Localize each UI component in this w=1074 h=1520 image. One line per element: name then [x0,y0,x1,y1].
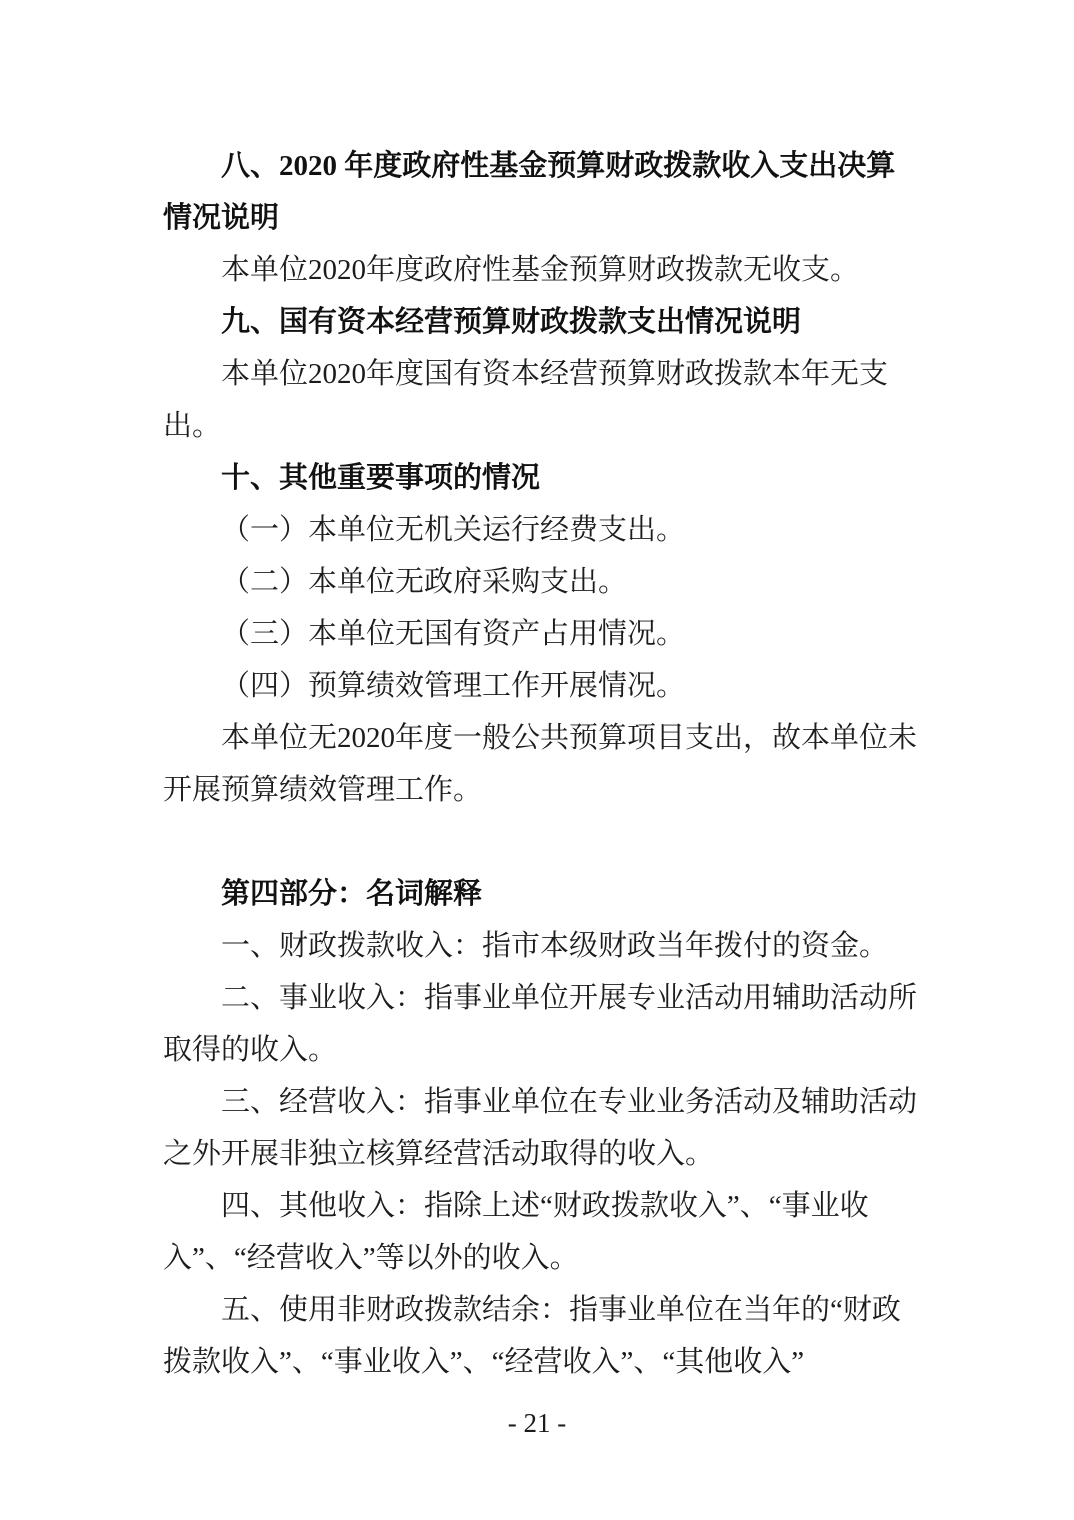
text-line: 入”、“经营收入”等以外的收入。 [163,1242,579,1274]
part-4-heading [163,868,953,920]
section-8-heading [163,140,953,244]
text-line: （四）预算绩效管理工作开展情况。 [221,670,686,702]
text-line: （一）本单位无机关运行经费支出。 [221,514,686,546]
section-10-item-3 [163,608,953,660]
text-line: （二）本单位无政府采购支出。 [221,566,628,598]
term-5 [163,1284,953,1388]
text-line: 二、事业收入：指事业单位开展专业活动用辅助活动所 [221,982,918,1014]
term-1 [163,920,953,972]
text-line: 之外开展非独立核算经营活动取得的收入。 [163,1138,715,1170]
text-line: 本单位无2020年度一般公共预算项目支出，故本单位未 [221,722,918,754]
section-9-heading [163,296,953,348]
term-3 [163,1076,953,1180]
blank-line [163,816,953,868]
section-10-item-4 [163,660,953,712]
section-8-body [163,244,953,296]
text-line: 第四部分：名词解释 [221,878,483,910]
term-2 [163,972,953,1076]
section-10-item-1 [163,504,953,556]
section-10-performance-body [163,712,953,816]
text-line: 一、财政拨款收入：指市本级财政当年拨付的资金。 [221,930,889,962]
text-line: 本单位2020年度政府性基金预算财政拨款无收支。 [221,254,860,286]
text-line: （三）本单位无国有资产占用情况。 [221,618,686,650]
page-number-footer: - 21 - [507,1408,567,1438]
text-line: 本单位2020年度国有资本经营预算财政拨款本年无支 [221,358,889,390]
text-line: 开展预算绩效管理工作。 [163,774,483,806]
text-block [163,140,953,1388]
term-4 [163,1180,953,1284]
text-line: 出。 [163,410,222,442]
text-line: 三、经营收入：指事业单位在专业业务活动及辅助活动 [221,1086,918,1118]
text-line: 九、国有资本经营预算财政拨款支出情况说明 [221,306,802,338]
text-line: 拨款收入”、“事业收入”、“经营收入”、“其他收入” [163,1346,805,1378]
text-line: 情况说明 [163,202,280,234]
section-9-body [163,348,953,452]
text-line: 取得的收入。 [163,1034,338,1066]
text-line: 四、其他收入：指除上述“财政拨款收入”、“事业收 [221,1190,869,1222]
text-line: 八、2020 年度政府性基金预算财政拨款收入支出决算 [221,150,896,182]
text-line: 五、使用非财政拨款结余：指事业单位在当年的“财政 [221,1294,901,1326]
section-10-heading [163,452,953,504]
section-10-item-2 [163,556,953,608]
text-line: 十、其他重要事项的情况 [221,462,541,494]
